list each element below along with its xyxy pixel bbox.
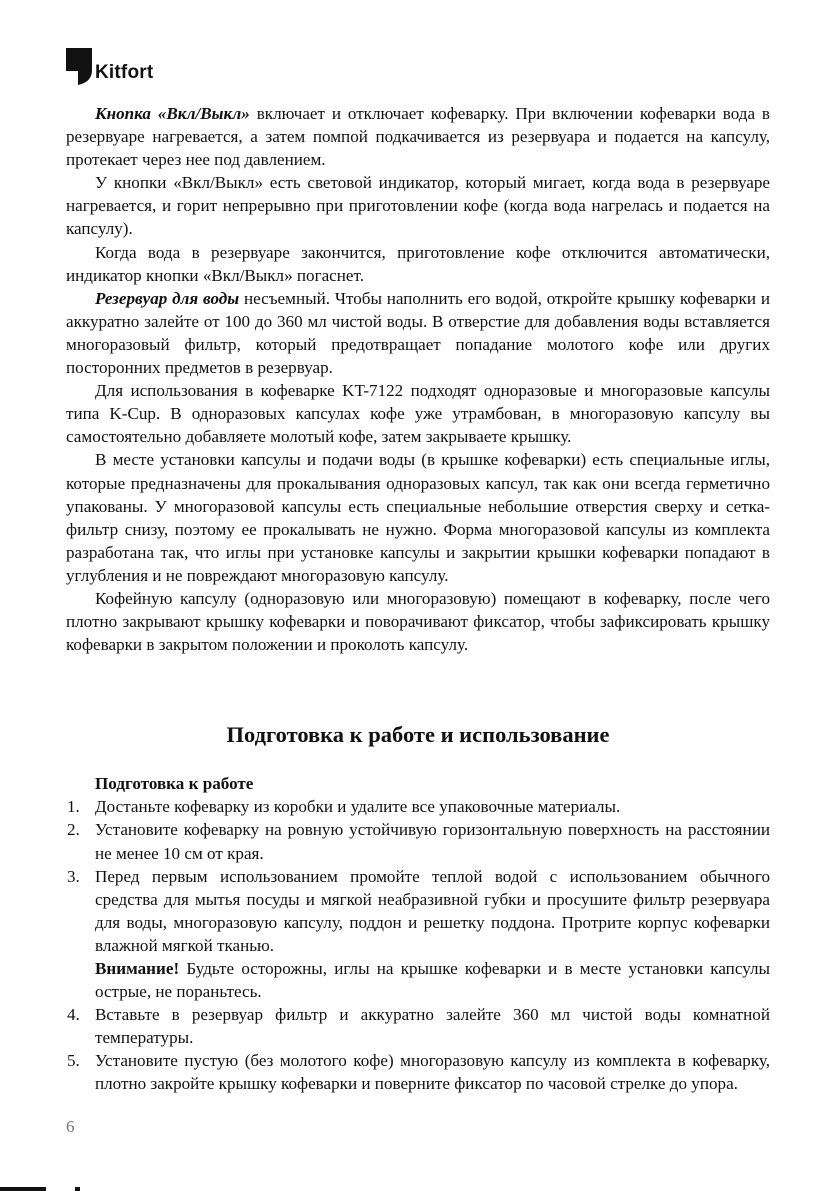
warning-text: Будьте осторожны, иглы на крышке кофеварки и в месте установки капсулы острые, не пораньтесь. xyxy=(95,959,770,1002)
paragraph xyxy=(66,241,770,287)
page-content xyxy=(66,102,770,1096)
section-title: Подготовка к работе и использование xyxy=(226,722,610,748)
paragraph xyxy=(66,587,770,656)
brand-name: Kitfort xyxy=(95,62,154,83)
list-item xyxy=(66,795,770,818)
warning-note xyxy=(95,957,770,1003)
paragraph-text: Когда вода в резервуаре закончится, приготовление кофе отключится автоматически, индикатор кнопки «Вкл/Выкл» погаснет. xyxy=(66,242,770,285)
list-item xyxy=(66,818,770,864)
paragraph xyxy=(66,102,770,171)
paragraph-text: У кнопки «Вкл/Выкл» есть световой индикатор, который мигает, когда вода в резервуаре нагревается, и горит непрерывно при приготовлении кофе (когда вода нагрелась и подается на капсулу). xyxy=(66,173,770,239)
paragraph-text: Кофейную капсулу (одноразовую или многоразовую) помещают в кофеварку, после чего плотно закрывают крышку кофеварки и поворачивают фиксатор, чтобы зафиксировать крышку кофеварки в закрытом положении и проколоть капсулу. xyxy=(66,588,770,655)
paragraph xyxy=(66,379,770,448)
paragraph-text: Для использования в кофеварке KT-7122 подходят одноразовые и многоразовые капсулы типа K-Cup. В одноразовых капсулах кофе уже утрамбован, в многоразовую капсулу вы самостоятельно добавляете молотый кофе, затем закрываете крышку. xyxy=(66,381,770,447)
crop-mark xyxy=(75,1187,80,1191)
item-number: 3. xyxy=(67,866,80,886)
paragraph-lead: Резервуар для воды xyxy=(95,288,240,308)
item-text: Перед первым использованием промойте теплой водой с использованием обычного средства для мытья посуды и мягкой неабразивной губки и просушите фильтр резервуара для воды, многоразовую капсулу, поддон и решетку поддона. Протрите корпус кофеварки влажной мягкой тканью. xyxy=(95,866,770,955)
paragraph-text: В месте установки капсулы и подачи воды (в крышке кофеварки) есть специальные иглы, которые предназначены для прокалывания одноразовых капсул, так как они всегда герметично упакованы. У многоразовой капсулы есть специальные небольшие отверстия сверху и сетка-фильтр снизу, поэтому ее прокалывать не нужно. Форма многоразовой капсулы из комплекта разработана так, что иглы при установке капсулы и закрытии крышки кофеварки попадают в углубления и не повреждают многоразовую капсулу. xyxy=(66,450,770,585)
paragraph xyxy=(66,171,770,240)
item-text: Достаньте кофеварку из коробки и удалите все упаковочные материалы. xyxy=(95,797,621,817)
section-subtitle: Подготовка к работе xyxy=(95,774,254,794)
item-number: 1. xyxy=(67,797,80,817)
warning-label: Внимание! xyxy=(95,959,180,978)
paragraph-text: включает и отключает кофеварку. При включении кофеварки вода в резервуаре нагревается, а затем помпой подкачивается из резервуара и подается на капсулу, протекает через нее под давлением. xyxy=(66,104,770,170)
item-text: Установите пустую (без молотого кофе) многоразовую капсулу из комплекта в кофеварку, плотно закройте крышку кофеварки и поверните фиксатор по часовой стрелке до упора. xyxy=(95,1051,770,1094)
kitfort-logo-icon xyxy=(66,48,92,85)
page-number: 6 xyxy=(66,1117,75,1136)
item-number: 4. xyxy=(67,1005,80,1025)
brand-logo xyxy=(66,48,153,85)
item-number: 5. xyxy=(67,1051,80,1071)
list-item xyxy=(66,865,770,1004)
item-text: Установите кофеварку на ровную устойчивую горизонтальную поверхность на расстоянии не менее 10 см от края. xyxy=(95,820,770,863)
list-item xyxy=(66,1049,770,1095)
steps-list xyxy=(66,795,770,1095)
paragraph xyxy=(66,287,770,379)
list-item xyxy=(66,1003,770,1049)
paragraph-lead: Кнопка «Вкл/Выкл» xyxy=(95,104,250,123)
item-text: Вставьте в резервуар фильтр и аккуратно залейте 360 мл чистой воды комнатной температуры. xyxy=(95,1005,770,1048)
crop-mark xyxy=(0,1187,46,1191)
paragraph xyxy=(66,448,770,587)
item-number: 2. xyxy=(67,820,80,840)
paragraph-text: несъемный. Чтобы наполнить его водой, откройте крышку кофеварки и аккуратно залейте от 100 до 360 мл чистой воды. В отверстие для добавления воды вставляется многоразовый фильтр, который предотвращает попадание молотого кофе или других посторонних предметов в резервуар. xyxy=(66,288,770,378)
